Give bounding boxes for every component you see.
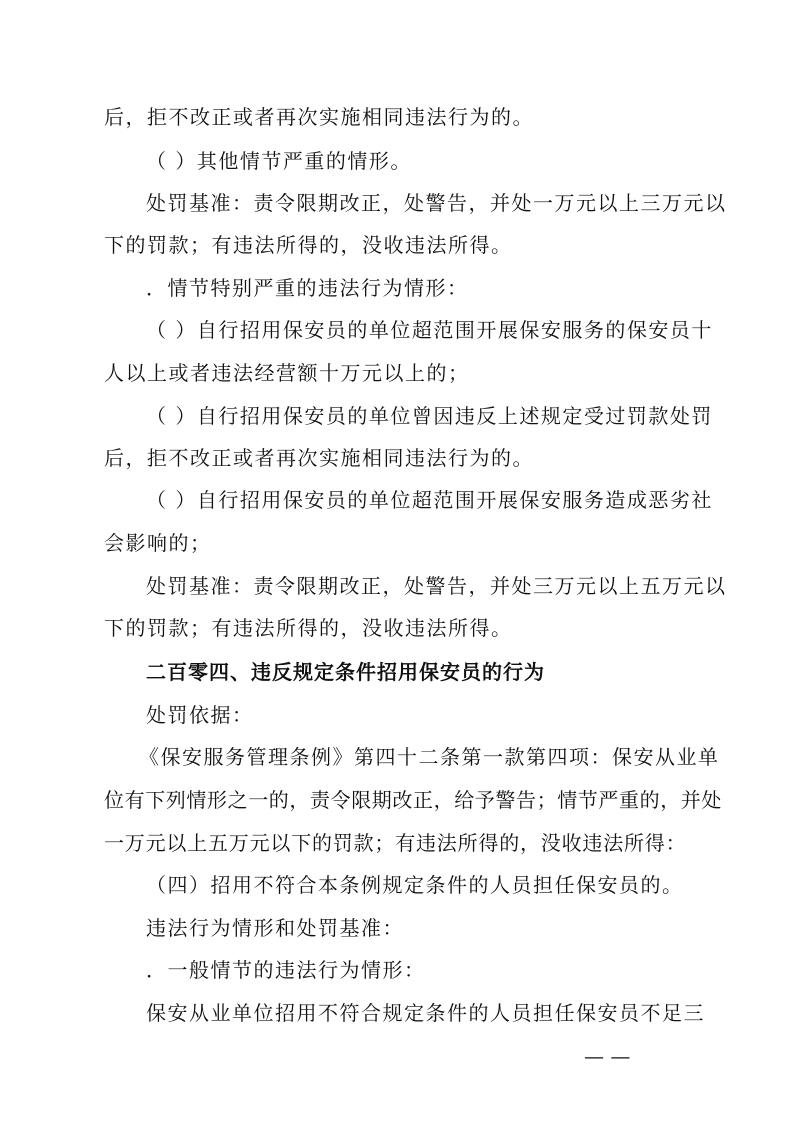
text-line-21: ．一般情节的违法行为情形： <box>146 958 426 982</box>
text-line-16: 《保安服务管理条例》第四十二条第一款第四项：保安从业单 <box>139 745 720 769</box>
text-line-17: 位有下列情形之一的，责令限期改正，给予警告；情节严重的，并处 <box>104 788 722 812</box>
text-line-2: （ ）其他情节严重的情形。 <box>146 149 412 173</box>
text-line-11: 会影响的； <box>104 531 212 555</box>
text-line-1: 后，拒不改正或者再次实施相同违法行为的。 <box>104 105 534 129</box>
text-line-4: 下的罚款；有违法所得的，没收违法所得。 <box>104 233 513 257</box>
text-line-13: 下的罚款；有违法所得的，没收违法所得。 <box>104 616 513 640</box>
text-line-15: 处罚依据： <box>146 703 254 727</box>
section-heading: 二百零四、违反规定条件招用保安员的行为 <box>146 660 545 684</box>
text-line-20: 违法行为情形和处罚基准： <box>146 916 404 940</box>
text-line-9: 后，拒不改正或者再次实施相同违法行为的。 <box>104 446 534 470</box>
text-line-7: 人以上或者违法经营额十万元以上的； <box>104 361 470 385</box>
text-line-8: （ ）自行招用保安员的单位曾因违反上述规定受过罚款处罚 <box>146 404 713 428</box>
text-line-18: 一万元以上五万元以下的罚款；有违法所得的，没收违法所得： <box>104 831 687 855</box>
text-line-6: （ ）自行招用保安员的单位超范围开展保安服务的保安员十 <box>146 318 713 342</box>
text-line-10: （ ）自行招用保安员的单位超范围开展保安服务造成恶劣社 <box>146 488 713 512</box>
text-line-22: 保安从业单位招用不符合规定条件的人员担任保安员不足三 <box>146 1001 705 1025</box>
text-line-5: ．情节特别严重的违法行为情形： <box>146 276 469 300</box>
text-line-3: 处罚基准：责令限期改正，处警告，并处一万元以上三万元以 <box>146 191 727 215</box>
text-line-19: （四）招用不符合本条例规定条件的人员担任保安员的。 <box>146 873 684 897</box>
text-line-12: 处罚基准：责令限期改正，处警告，并处三万元以上五万元以 <box>146 574 727 598</box>
page-number: — — <box>584 1044 631 1068</box>
